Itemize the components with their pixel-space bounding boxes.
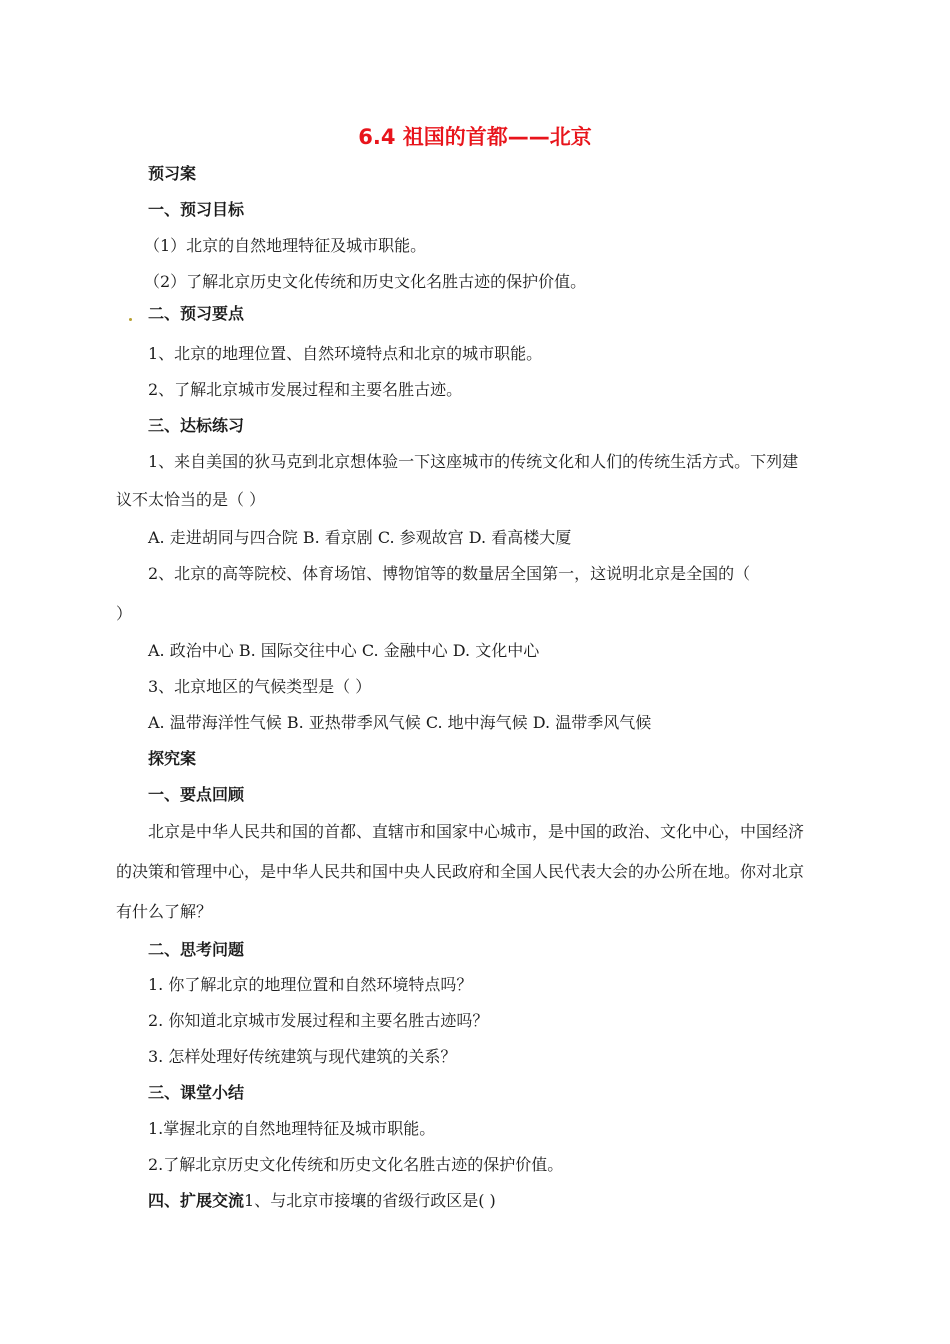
point-item: 1、北京的地理位置、自然环境特点和北京的城市职能。 <box>148 344 543 363</box>
extend-line <box>148 1191 496 1211</box>
goal-item: （2）了解北京历史文化传统和历史文化名胜古迹的保护价值。 <box>144 272 587 291</box>
think-heading: 二、思考问题 <box>148 940 245 959</box>
question-1-options: A. 走进胡同与四合院 B. 看京剧 C. 参观故宫 D. 看高楼大厦 <box>148 528 572 547</box>
question-2-options: A. 政治中心 B. 国际交往中心 C. 金融中心 D. 文化中心 <box>148 641 540 660</box>
page-title: 6.4 祖国的首都——北京 <box>358 125 592 149</box>
review-paragraph-line: 有什么了解？ <box>116 902 213 921</box>
point-item: 2、了解北京城市发展过程和主要名胜古迹。 <box>148 380 463 399</box>
question-1-line-1: 1、来自美国的狄马克到北京想体验一下这座城市的传统文化和人们的传统生活方式。下列建 <box>148 452 799 471</box>
review-paragraph-line: 的决策和管理中心，是中华人民共和国中央人民政府和全国人民代表大会的办公所在地。你对北京 <box>116 862 805 881</box>
question-3-options: A. 温带海洋性气候 B. 亚热带季风气候 C. 地中海气候 D. 温带季风气候 <box>148 713 652 732</box>
goals-heading: 一、预习目标 <box>148 200 245 219</box>
summary-item: 2.了解北京历史文化传统和历史文化名胜古迹的保护价值。 <box>148 1155 564 1174</box>
stray-dot-mark <box>129 318 132 321</box>
think-item: 2. 你知道北京城市发展过程和主要名胜古迹吗？ <box>148 1011 489 1030</box>
explore-heading: 探究案 <box>148 749 197 768</box>
question-2-line-1: 2、北京的高等院校、体育场馆、博物馆等的数量居全国第一，这说明北京是全国的（ <box>148 564 751 583</box>
review-paragraph-line: 北京是中华人民共和国的首都、直辖市和国家中心城市，是中国的政治、文化中心，中国经济 <box>148 822 805 841</box>
practice-heading: 三、达标练习 <box>148 416 245 435</box>
think-item: 1. 你了解北京的地理位置和自然环境特点吗？ <box>148 975 473 994</box>
think-item: 3. 怎样处理好传统建筑与现代建筑的关系？ <box>148 1047 457 1066</box>
summary-heading: 三、课堂小结 <box>148 1083 245 1102</box>
points-heading: 二、预习要点 <box>148 304 245 323</box>
review-heading: 一、要点回顾 <box>148 785 245 804</box>
preview-heading: 预习案 <box>148 164 197 183</box>
question-2-line-2: ） <box>116 604 133 623</box>
extend-heading: 四、扩展交流 <box>148 1191 245 1210</box>
question-3-line-1: 3、北京地区的气候类型是（ ） <box>148 677 372 696</box>
question-1-line-2: 议不太恰当的是（ ） <box>116 490 266 509</box>
summary-item: 1.掌握北京的自然地理特征及城市职能。 <box>148 1119 436 1138</box>
goal-item: （1）北京的自然地理特征及城市职能。 <box>144 236 427 255</box>
extend-text: 1、与北京市接壤的省级行政区是( ) <box>244 1191 496 1210</box>
